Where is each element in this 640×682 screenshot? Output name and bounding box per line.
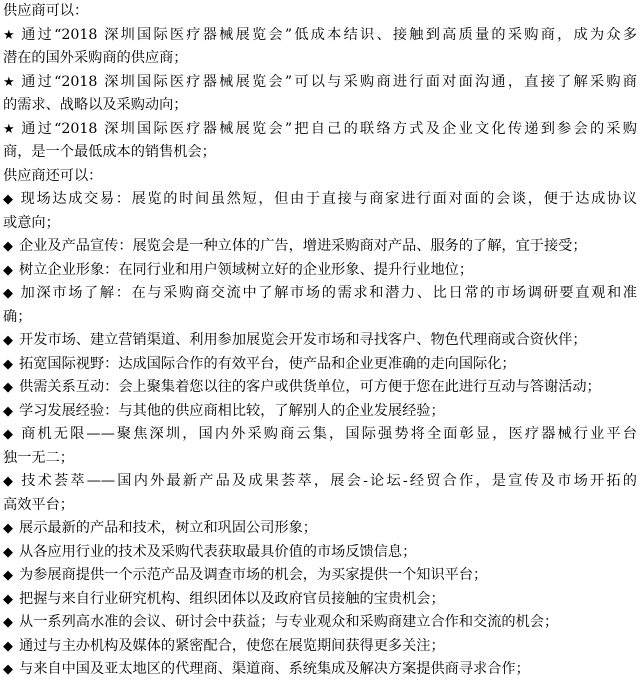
text-line bbox=[3, 517, 637, 541]
line-text: 从各应用行业的技术及采购代表获取最具价值的市场反馈信息； bbox=[19, 543, 417, 560]
diamond-bullet-icon: ◆ bbox=[3, 521, 13, 536]
text-line bbox=[3, 588, 637, 612]
line-text: 确； bbox=[3, 308, 32, 325]
text-line bbox=[3, 235, 637, 259]
diamond-bullet-icon: ◆ bbox=[3, 474, 13, 489]
line-text: 拓宽国际视野：达成国际合作的有效平台，使产品和企业更准确的走向国际化； bbox=[19, 355, 516, 372]
text-line bbox=[3, 0, 637, 24]
text-line bbox=[3, 658, 637, 682]
text-line bbox=[3, 165, 637, 189]
line-text: 树立企业形象：在同行业和用户领域树立好的企业形象、提升行业地位； bbox=[19, 261, 474, 278]
text-line bbox=[3, 212, 637, 236]
text-line bbox=[3, 329, 637, 353]
diamond-bullet-icon: ◆ bbox=[3, 356, 13, 372]
star-bullet-icon: ★ bbox=[3, 74, 15, 90]
line-text: 潜在的国外采购商的供应商； bbox=[3, 50, 188, 66]
text-line bbox=[3, 400, 637, 424]
line-text: 独一无二； bbox=[3, 449, 74, 466]
diamond-bullet-icon: ◆ bbox=[3, 568, 13, 583]
line-text: 展示最新的产品和技术，树立和巩固公司形象； bbox=[19, 520, 317, 536]
line-text: 把握与来自行业研究机构、组织团体以及政府官员接触的宝贵机会； bbox=[19, 590, 445, 607]
diamond-bullet-icon: ◆ bbox=[3, 403, 13, 419]
line-text: 加深市场了解：在与采购商交流中了解市场的需求和潜力、比日常的市场调研要直观和准 bbox=[19, 285, 637, 301]
text-line bbox=[3, 94, 637, 118]
line-text: 商，是一个最低成本的销售机会； bbox=[3, 144, 216, 160]
text-line bbox=[3, 353, 637, 377]
diamond-bullet-icon: ◆ bbox=[3, 591, 13, 607]
diamond-bullet-icon: ◆ bbox=[3, 615, 13, 630]
line-text: 技术荟萃——国内外最新产品及成果荟萃，展会-论坛-经贸合作，是宣传及市场开拓的 bbox=[19, 473, 637, 489]
line-text: 学习发展经验：与其他的供应商相比较，了解别人的企业发展经验； bbox=[19, 402, 445, 419]
diamond-bullet-icon: ◆ bbox=[3, 239, 13, 254]
text-line bbox=[3, 259, 637, 283]
line-text: 供应商还可以： bbox=[3, 167, 103, 184]
text-line bbox=[3, 564, 637, 588]
line-text: 从一系列高水准的会议、研讨会中获益；与专业观众和采购商建立合作和交流的机会； bbox=[19, 614, 559, 630]
line-text: 供需关系互动：会上聚集着您以往的客户或供货单位，可方便于您在此进行互动与答谢活动； bbox=[19, 379, 601, 395]
line-text: 通过“2018 深圳国际医疗器械展览会”低成本结识、接触到高质量的采购商，成为众多 bbox=[19, 26, 637, 43]
text-line bbox=[3, 118, 637, 142]
text-line bbox=[3, 71, 637, 95]
diamond-bullet-icon: ◆ bbox=[3, 286, 13, 301]
diamond-bullet-icon: ◆ bbox=[3, 333, 13, 348]
text-line bbox=[3, 470, 637, 494]
line-text: 通过“2018 深圳国际医疗器械展览会”把自己的联络方式及企业文化传递到参会的采购 bbox=[19, 120, 637, 137]
line-text: 为参展商提供一个示范产品及调查市场的机会，为买家提供一个知识平台； bbox=[19, 567, 488, 583]
text-line bbox=[3, 24, 637, 48]
line-text: 的需求、战略以及采购动向； bbox=[3, 97, 188, 113]
line-text: 现场达成交易：展览的时间虽然短，但由于直接与商家进行面对面的会谈，便于达成协议 bbox=[19, 191, 637, 207]
line-text: 与来自中国及亚太地区的代理商、渠道商、系统集成及解决方案提供商寻求合作； bbox=[19, 661, 530, 677]
line-text: 通过“2018 深圳国际医疗器械展览会”可以与采购商进行面对面沟通，直接了解采购商 bbox=[19, 73, 637, 90]
text-line bbox=[3, 376, 637, 400]
diamond-bullet-icon: ◆ bbox=[3, 380, 13, 395]
text-line bbox=[3, 47, 637, 71]
line-text: 高效平台； bbox=[3, 496, 74, 513]
diamond-bullet-icon: ◆ bbox=[3, 638, 13, 654]
line-text: 商机无限——聚焦深圳，国内外采购商云集，国际强势将全面彰显，医疗器械行业平台 bbox=[19, 426, 637, 442]
diamond-bullet-icon: ◆ bbox=[3, 262, 13, 278]
line-text: 通过与主办机构及媒体的紧密配合，使您在展览期间获得更多关注； bbox=[19, 637, 445, 654]
diamond-bullet-icon: ◆ bbox=[3, 192, 13, 207]
diamond-bullet-icon: ◆ bbox=[3, 427, 13, 442]
line-text: 供应商可以： bbox=[3, 3, 89, 19]
text-line bbox=[3, 188, 637, 212]
document-body bbox=[3, 0, 637, 682]
text-line bbox=[3, 306, 637, 330]
line-text: 开发市场、建立营销渠道、利用参加展览会开发市场和寻找客户、物色代理商或合资伙伴； bbox=[19, 332, 587, 348]
text-line bbox=[3, 141, 637, 165]
diamond-bullet-icon: ◆ bbox=[3, 662, 13, 677]
line-text: 或意向； bbox=[3, 214, 60, 231]
text-line bbox=[3, 423, 637, 447]
text-line bbox=[3, 541, 637, 565]
text-line bbox=[3, 282, 637, 306]
star-bullet-icon: ★ bbox=[3, 27, 15, 43]
star-bullet-icon: ★ bbox=[3, 121, 15, 137]
text-line bbox=[3, 635, 637, 659]
text-line bbox=[3, 611, 637, 635]
text-line bbox=[3, 494, 637, 518]
diamond-bullet-icon: ◆ bbox=[3, 544, 13, 560]
line-text: 企业及产品宣传：展览会是一种立体的广告，增进采购商对产品、服务的了解，宜于接受； bbox=[19, 238, 587, 254]
text-line bbox=[3, 447, 637, 471]
